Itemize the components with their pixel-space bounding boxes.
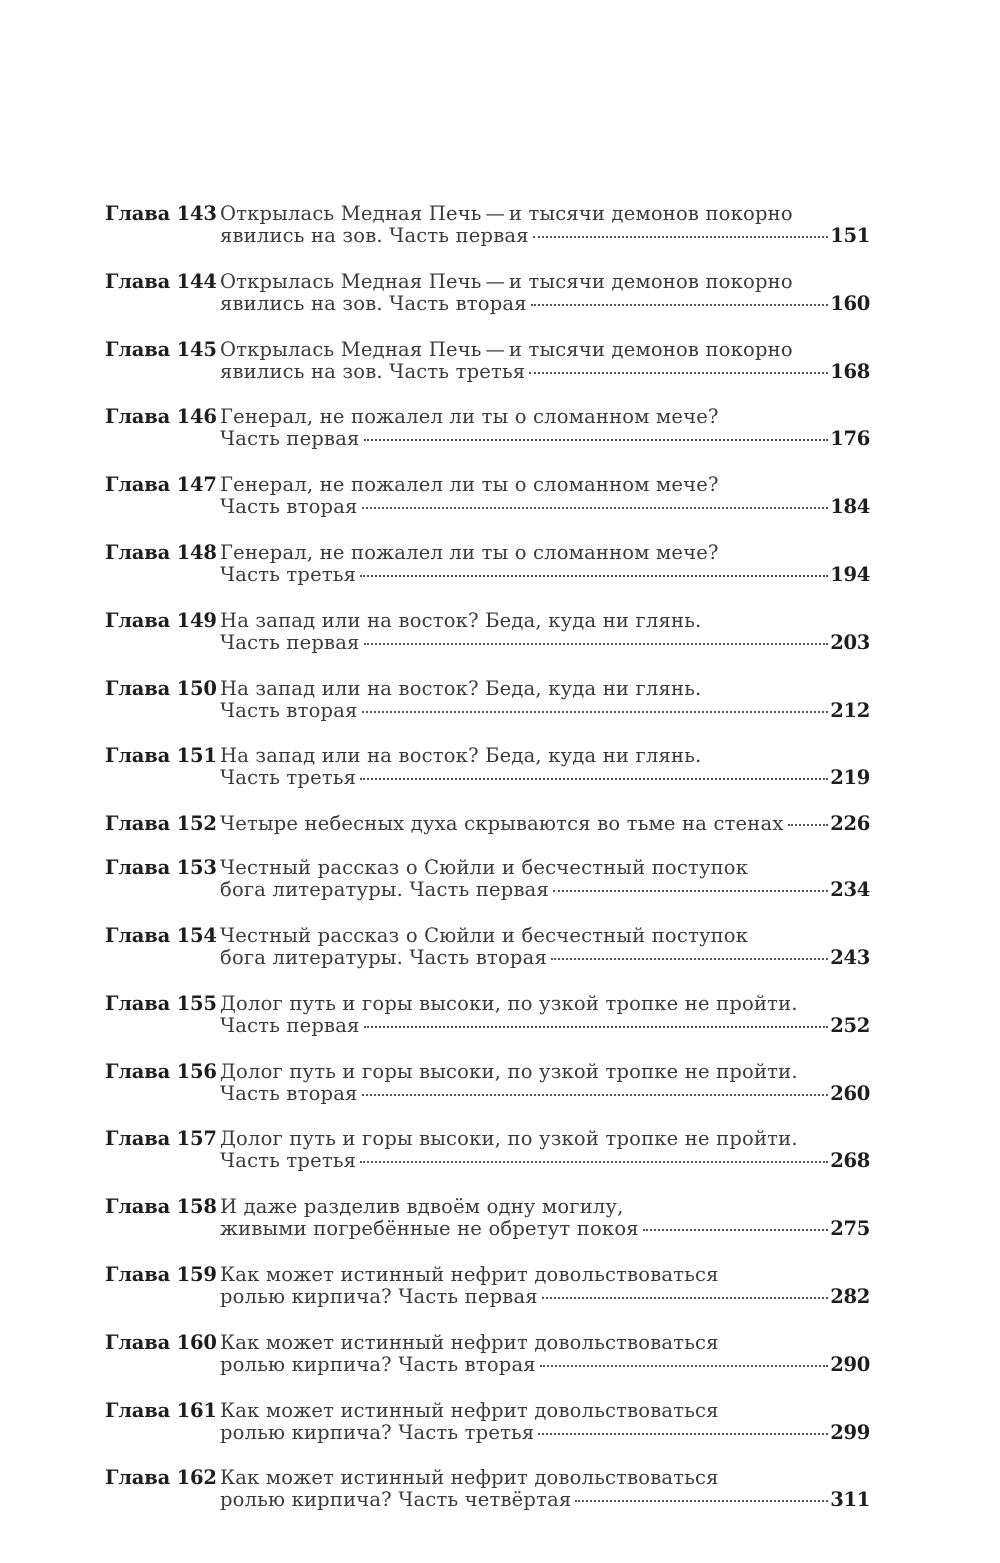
toc-entry[interactable] — [105, 925, 870, 993]
title-line-1: Как может истинный нефрит довольствоваться — [220, 1466, 719, 1490]
chapter-title — [220, 925, 870, 969]
title-line-1: Генерал, не пожалел ли ты о сломанном мече? — [220, 405, 719, 429]
title-line-1: На запад или на восток? Беда, куда ни глянь. — [220, 676, 702, 700]
title-line-1: Долог путь и горы высоки, по узкой тропке не пройти. — [220, 1059, 798, 1083]
title-line-1: Открылась Медная Печь — и тысячи демонов покорно — [220, 202, 793, 225]
page-number: 176 — [830, 427, 870, 451]
chapter-number: Глава 155 — [105, 991, 217, 1015]
dot-leader — [362, 507, 829, 509]
chapter-number: Глава 146 — [105, 405, 217, 429]
title-line-2: Часть вторая — [220, 495, 358, 519]
chapter-number: Глава 150 — [105, 676, 217, 700]
title-line-2: живыми погребённые не обретут покоя — [220, 1217, 639, 1241]
title-line-2: Часть третья — [220, 562, 357, 586]
page-number: 268 — [830, 1149, 870, 1173]
chapter-number: Глава 156 — [105, 1059, 217, 1083]
title-line-1: Долог путь и горы высоки, по узкой тропке не пройти. — [220, 991, 798, 1015]
chapter-title — [220, 474, 870, 518]
page-number: 252 — [830, 1013, 870, 1037]
chapter-title — [220, 542, 870, 586]
dot-leader — [551, 958, 828, 960]
toc-entry[interactable] — [105, 678, 870, 746]
dot-leader — [364, 643, 829, 645]
chapter-title — [220, 745, 870, 789]
toc-entry[interactable] — [105, 857, 870, 925]
dot-leader — [360, 1161, 828, 1163]
title-line-1: Открылась Медная Печь — и тысячи демонов покорно — [220, 337, 793, 361]
title-line-1: Генерал, не пожалел ли ты о сломанном мече? — [220, 473, 719, 497]
title-line-2: Часть вторая — [220, 1081, 358, 1105]
toc-entry[interactable] — [105, 993, 870, 1061]
title-line-2: ролью кирпича? Часть первая — [220, 1284, 538, 1308]
dot-leader — [362, 711, 829, 713]
title-line-1: И даже разделив вдвоём одну могилу, — [220, 1195, 624, 1219]
toc-entry[interactable] — [105, 1128, 870, 1196]
chapter-number: Глава 152 — [105, 812, 217, 836]
dot-leader — [533, 236, 828, 238]
chapter-title — [220, 406, 870, 450]
chapter-number: Глава 149 — [105, 608, 217, 632]
page-number: 168 — [830, 359, 870, 383]
chapter-number: Глава 159 — [105, 1262, 217, 1286]
page-number: 203 — [830, 630, 870, 654]
title-line-1: Как может истинный нефрит довольствоваться — [220, 1262, 719, 1286]
title-line-2: ролью кирпича? Часть вторая — [220, 1352, 536, 1376]
title-line-2: ролью кирпича? Часть четвёртая — [220, 1488, 572, 1512]
page-number: 275 — [830, 1217, 870, 1241]
toc-entry[interactable] — [105, 339, 870, 407]
title-line-2: Часть третья — [220, 766, 357, 790]
dot-leader — [360, 778, 828, 780]
chapter-title — [220, 1264, 870, 1308]
dot-leader — [362, 1094, 829, 1096]
title-line-2: явились на зов. Часть вторая — [220, 291, 527, 315]
chapter-number: Глава 157 — [105, 1127, 217, 1151]
chapter-number: Глава 162 — [105, 1466, 217, 1490]
title-line-2: бога литературы. Часть первая — [220, 878, 549, 902]
chapter-title — [220, 813, 870, 835]
title-line-2: Четыре небесных духа скрываются во тьме на стенах — [220, 812, 784, 836]
chapter-number: Глава 151 — [105, 744, 217, 768]
chapter-number: Глава 145 — [105, 337, 217, 361]
toc-entry[interactable] — [105, 1264, 870, 1332]
toc-entry[interactable] — [105, 474, 870, 542]
title-line-2: бога литературы. Часть вторая — [220, 945, 547, 969]
title-line-2: явились на зов. Часть третья — [220, 359, 526, 383]
toc-entry[interactable] — [105, 745, 870, 813]
page-number: 151 — [830, 224, 870, 247]
dot-leader — [540, 1365, 828, 1367]
page-number: 219 — [830, 766, 870, 790]
dot-leader — [529, 372, 828, 374]
title-line-1: Как может истинный нефрит довольствоваться — [220, 1330, 719, 1354]
title-line-1: Долог путь и горы высоки, по узкой тропке не пройти. — [220, 1127, 798, 1151]
page-number: 234 — [830, 878, 870, 902]
chapter-title — [220, 203, 870, 247]
dot-leader — [360, 575, 828, 577]
chapter-number: Глава 160 — [105, 1330, 217, 1354]
page-number: 260 — [830, 1081, 870, 1105]
title-line-2: Часть первая — [220, 427, 360, 451]
chapter-title — [220, 610, 870, 654]
table-of-contents — [105, 203, 870, 1535]
chapter-title — [220, 1061, 870, 1105]
dot-leader — [542, 1297, 828, 1299]
title-line-1: На запад или на восток? Беда, куда ни глянь. — [220, 744, 702, 768]
chapter-title — [220, 993, 870, 1037]
page-number: 311 — [830, 1488, 870, 1512]
chapter-title — [220, 678, 870, 722]
toc-entry[interactable] — [105, 1332, 870, 1400]
dot-leader — [643, 1229, 828, 1231]
title-line-2: ролью кирпича? Часть третья — [220, 1420, 535, 1444]
chapter-number: Глава 153 — [105, 856, 217, 880]
toc-entry[interactable] — [105, 1061, 870, 1129]
title-line-2: Часть первая — [220, 630, 360, 654]
dot-leader — [364, 1026, 829, 1028]
page-number: 184 — [830, 495, 870, 519]
dot-leader — [788, 824, 829, 826]
title-line-1: Генерал, не пожалел ли ты о сломанном мече? — [220, 540, 719, 564]
chapter-number: Глава 148 — [105, 540, 217, 564]
toc-entry[interactable] — [105, 610, 870, 678]
chapter-title — [220, 271, 870, 315]
toc-entry[interactable] — [105, 1400, 870, 1468]
chapter-number: Глава 147 — [105, 473, 217, 497]
chapter-title — [220, 1467, 870, 1511]
chapter-title — [220, 1196, 870, 1240]
title-line-1: Как может истинный нефрит довольствоваться — [220, 1398, 719, 1422]
title-line-2: явились на зов. Часть первая — [220, 224, 529, 247]
chapter-title — [220, 857, 870, 901]
chapter-number: Глава 161 — [105, 1398, 217, 1422]
chapter-title — [220, 1128, 870, 1172]
chapter-number: Глава 143 — [105, 202, 217, 225]
page-number: 282 — [830, 1284, 870, 1308]
page-number: 290 — [830, 1352, 870, 1376]
toc-entry[interactable] — [105, 406, 870, 474]
dot-leader — [531, 304, 828, 306]
page-number: 243 — [830, 945, 870, 969]
title-line-2: Часть вторая — [220, 698, 358, 722]
title-line-2: Часть третья — [220, 1149, 357, 1173]
title-line-1: Открылась Медная Печь — и тысячи демонов покорно — [220, 269, 793, 293]
chapter-title — [220, 339, 870, 383]
dot-leader — [553, 890, 828, 892]
toc-entry[interactable] — [105, 271, 870, 339]
page-number: 212 — [830, 698, 870, 722]
chapter-title — [220, 1332, 870, 1376]
title-line-1: Честный рассказ о Сюйли и бесчестный поступок — [220, 856, 749, 880]
chapter-number: Глава 154 — [105, 923, 217, 947]
chapter-number: Глава 144 — [105, 269, 217, 293]
toc-entry[interactable] — [105, 813, 870, 857]
page-number: 299 — [830, 1420, 870, 1444]
title-line-1: Честный рассказ о Сюйли и бесчестный поступок — [220, 923, 749, 947]
dot-leader — [538, 1433, 828, 1435]
toc-entry[interactable] — [105, 542, 870, 610]
toc-entry[interactable] — [105, 1467, 870, 1535]
toc-entry[interactable] — [105, 203, 870, 271]
title-line-1: На запад или на восток? Беда, куда ни глянь. — [220, 608, 702, 632]
page-number: 160 — [830, 291, 870, 315]
page-number: 226 — [830, 812, 870, 836]
dot-leader — [364, 439, 829, 441]
chapter-title — [220, 1400, 870, 1444]
toc-entry[interactable] — [105, 1196, 870, 1264]
page-number: 194 — [830, 562, 870, 586]
title-line-2: Часть первая — [220, 1013, 360, 1037]
dot-leader — [575, 1500, 828, 1502]
chapter-number: Глава 158 — [105, 1195, 217, 1219]
